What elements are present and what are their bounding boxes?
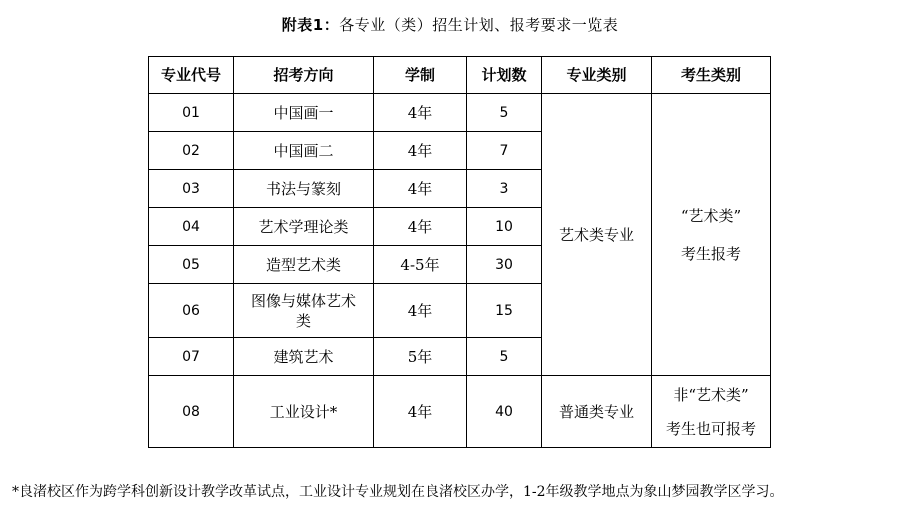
cell-plan: 7: [467, 132, 542, 170]
cell-years: 4年: [374, 208, 467, 246]
cell-code: 01: [149, 94, 234, 132]
art-candidate-line2: 考生报考: [680, 244, 741, 263]
cell-direction: 图像与媒体艺术类: [234, 284, 374, 338]
header-code: 专业代号: [149, 57, 234, 94]
cell-years: 4-5年: [374, 246, 467, 284]
table-header-row: [149, 57, 771, 94]
art-candidate-line1: “艺术类”: [680, 206, 742, 225]
cell-years: 4年: [374, 170, 467, 208]
cell-direction: 书法与篆刻: [234, 170, 374, 208]
cell-plan: 40: [467, 376, 542, 448]
cell-code: 07: [149, 338, 234, 376]
cell-plan: 5: [467, 94, 542, 132]
cell-direction: 艺术学理论类: [234, 208, 374, 246]
table-row: [149, 376, 771, 448]
cell-general-category: 普通类专业: [542, 376, 652, 448]
header-years: 学制: [374, 57, 467, 94]
cell-years: 4年: [374, 376, 467, 448]
cell-code: 06: [149, 284, 234, 338]
cell-direction: 建筑艺术: [234, 338, 374, 376]
cell-code: 03: [149, 170, 234, 208]
general-candidate-line2: 考生也可报考: [665, 419, 756, 438]
cell-plan: 15: [467, 284, 542, 338]
enrollment-plan-table: [148, 56, 771, 448]
cell-direction: 中国画一: [234, 94, 374, 132]
cell-code: 08: [149, 376, 234, 448]
cell-plan: 5: [467, 338, 542, 376]
cell-direction: 造型艺术类: [234, 246, 374, 284]
table-title-prefix: 附表1：: [281, 16, 340, 34]
cell-years: 4年: [374, 94, 467, 132]
cell-plan: 3: [467, 170, 542, 208]
cell-years: 5年: [374, 338, 467, 376]
header-direction: 招考方向: [234, 57, 374, 94]
footnote: *良渚校区作为跨学科创新设计教学改革试点，工业设计专业规划在良渚校区办学，1-2年级教学地点为象山梦园教学区学习。: [12, 484, 784, 500]
table-row: [149, 94, 771, 132]
cell-years: 4年: [374, 132, 467, 170]
header-plan: 计划数: [467, 57, 542, 94]
table-title-text: 各专业（类）招生计划、报考要求一览表: [339, 16, 619, 34]
cell-plan: 30: [467, 246, 542, 284]
table-title: [0, 14, 900, 35]
cell-years: 4年: [374, 284, 467, 338]
cell-plan: 10: [467, 208, 542, 246]
cell-art-candidate: [652, 94, 771, 376]
header-candidate: 考生类别: [652, 57, 771, 94]
cell-direction: 中国画二: [234, 132, 374, 170]
cell-art-category: 艺术类专业: [542, 94, 652, 376]
header-category: 专业类别: [542, 57, 652, 94]
cell-code: 02: [149, 132, 234, 170]
cell-code: 05: [149, 246, 234, 284]
general-candidate-line1: 非“艺术类”: [673, 385, 749, 404]
cell-code: 04: [149, 208, 234, 246]
cell-direction: 工业设计*: [234, 376, 374, 448]
cell-general-candidate: [652, 376, 771, 448]
